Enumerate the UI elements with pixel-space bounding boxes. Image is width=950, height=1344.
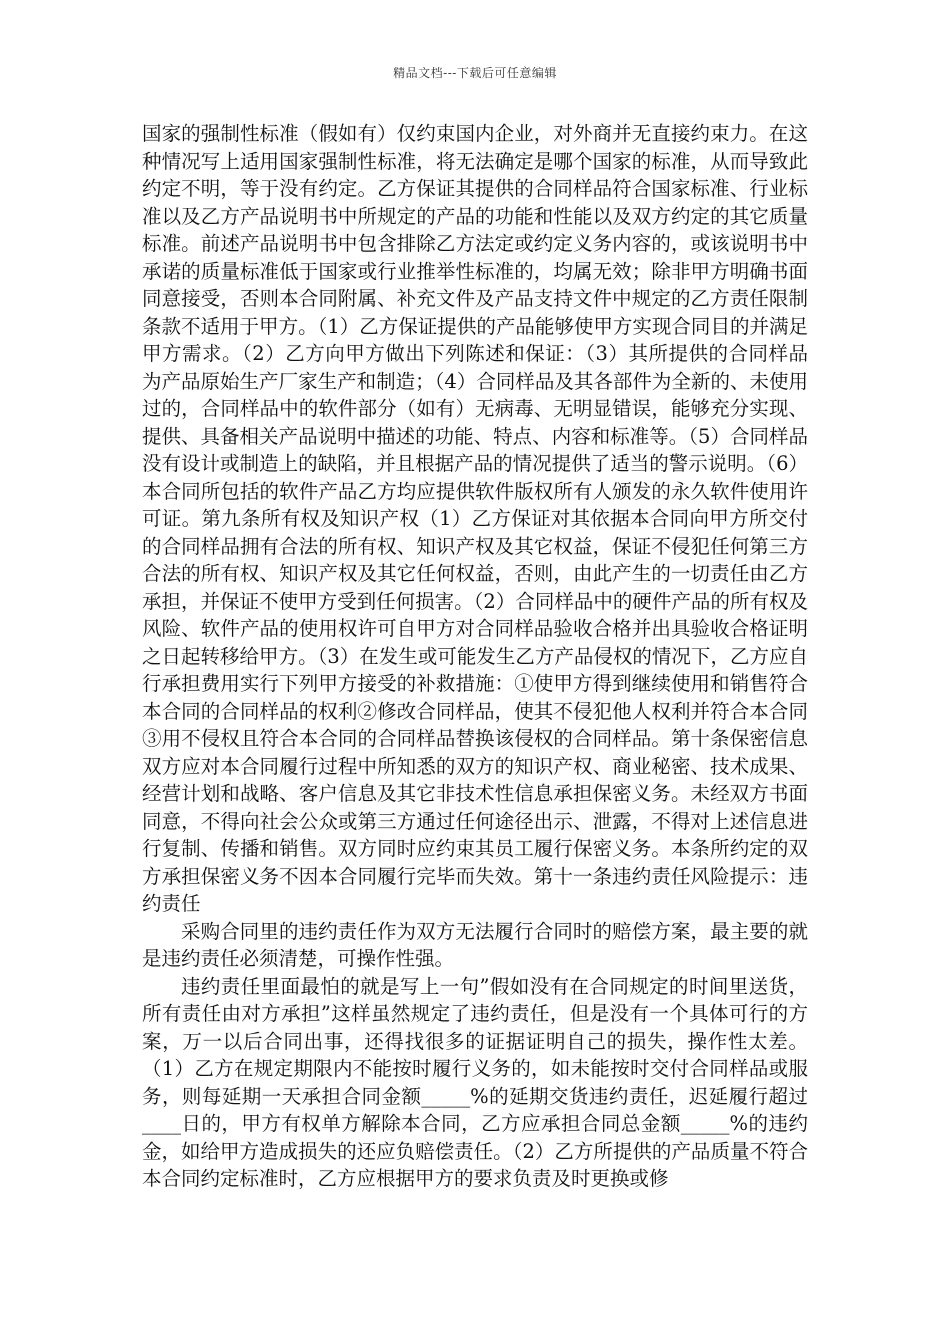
paragraph-2: 采购合同里的违约责任作为双方无法履行合同时的赔偿方案，最主要的就是违约责任必须清楚，可操作性强。 <box>142 919 808 970</box>
paragraph-3: 违约责任里面最怕的就是写上一句”假如没有在合同规定的时间里送货，所有责任由对方承担”这样虽然规定了违约责任，但是没有一个具体可行的方案，万一以后合同出事，还得找很多的证据证明自己的损失，操作性太差。（1）乙方在规定期限内不能按时履行义务的，如未能按时交付合同样品或服务，则每延期一天承担合同金额_____%的延期交货违约责任，迟延履行超过____日的，甲方有权单方解除本合同，乙方应承担合同总金额_____%的违约金，如给甲方造成损失的还应负赔偿责任。（2）乙方所提供的产品质量不符合本合同约定标准时，乙方应根据甲方的要求负责及时更换或修 <box>142 974 808 1190</box>
page-header: 精品文档---下载后可任意编辑 <box>393 66 557 80</box>
paragraph-1: 国家的强制性标准（假如有）仅约束国内企业，对外商并无直接约束力。在这种情况写上适用国家强制性标准，将无法确定是哪个国家的标准，从而导致此约定不明，等于没有约定。乙方保证其提供的合同样品符合国家标准、行业标准以及乙方产品说明书中所规定的产品的功能和性能以及双方约定的其它质量标准。前述产品说明书中包含排除乙方法定或约定义务内容的，或该说明书中承诺的质量标准低于国家或行业推举性标准的，均属无效；除非甲方明确书面同意接受，否则本合同附属、补充文件及产品支持文件中规定的乙方责任限制条款不适用于甲方。（1）乙方保证提供的产品能够使甲方实现合同目的并满足甲方需求。（2）乙方向甲方做出下列陈述和保证：（3）其所提供的合同样品为产品原始生产厂家生产和制造；（4）合同样品及其各部件为全新的、未使用过的，合同样品中的软件部分（如有）无病毒、无明显错误，能够充分实现、提供、具备相关产品说明中描述的功能、特点、内容和标准等。（5）合同样品没有设计或制造上的缺陷，并且根据产品的情况提供了适当的警示说明。（6）本合同所包括的软件产品乙方均应提供软件版权所有人颁发的永久软件使用许可证。第九条所有权及知识产权（1）乙方保证对其依据本合同向甲方所交付的合同样品拥有合法的所有权、知识产权及其它权益，保证不侵犯任何第三方合法的所有权、知识产权及其它任何权益，否则，由此产生的一切责任由乙方承担，并保证不使甲方受到任何损害。（2）合同样品中的硬件产品的所有权及风险、软件产品的使用权许可自甲方对合同样品验收合格并出具验收合格证明之日起转移给甲方。（3）在发生或可能发生乙方产品侵权的情况下，乙方应自行承担费用实行下列甲方接受的补救措施：①使甲方得到继续使用和销售符合本合同的合同样品的权利②修改合同样品，使其不侵犯他人权利并符合本合同③用不侵权且符合本合同的合同样品替换该侵权的合同样品。第十条保密信息双方应对本合同履行过程中所知悉的双方的知识产权、商业秘密、技术成果、经营计划和战略、客户信息及其它非技术性信息承担保密义务。未经双方书面同意，不得向社会公众或第三方通过任何途径出示、泄露，不得对上述信息进行复制、传播和销售。双方同时应约束其员工履行保密义务。本条所约定的双方承担保密义务不因本合同履行完毕而失效。第十一条违约责任风险提示：违约责任 <box>142 122 808 915</box>
document-body <box>142 120 808 1193</box>
